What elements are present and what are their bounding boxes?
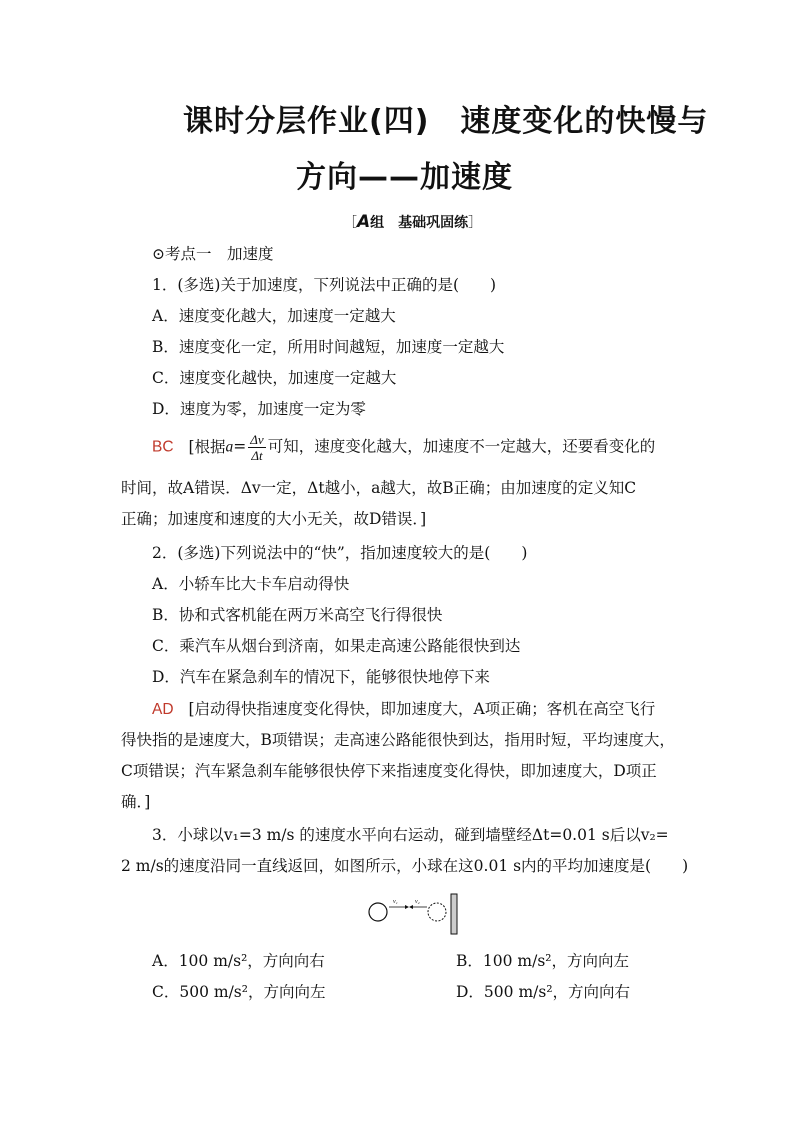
- q2-explanation-line2: 得快指的是速度大，B项错误；走高速公路能很快到达，指用时短，平均速度大，: [121, 731, 675, 749]
- q2-option-c: C．乘汽车从烟台到济南，如果走高速公路能很快到达: [152, 637, 521, 655]
- q3-stem-line2: 2 m/s的速度沿同一直线返回，如图所示，小球在这0.01 s内的平均加速度是( ): [121, 857, 689, 875]
- ball-dashed: [428, 903, 446, 921]
- q2-stem: 2．(多选)下列说法中的“快”，指加速度较大的是( ): [152, 544, 528, 562]
- q1-explanation-line2: 时间，故A错误．Δv一定，Δt越小，a越大，故B正确；由加速度的定义知C: [121, 479, 637, 497]
- q1-answer: BC: [152, 438, 174, 456]
- q1-exp-a: a: [225, 438, 234, 456]
- q1-option-a: A．速度变化越大，加速度一定越大: [152, 307, 396, 325]
- q2-answer: AD: [152, 701, 174, 718]
- q1-frac-den: Δt: [251, 448, 263, 463]
- section-header: [343, 212, 482, 232]
- q2-option-b: B．协和式客机能在两万米高空飞行得很快: [152, 606, 443, 624]
- q2-explanation-line3: C项错误；汽车紧急刹车能够很快停下来指速度变化得快，即加速度大，D项正: [121, 762, 657, 780]
- page-title-line2: 方向——加速度: [296, 160, 513, 195]
- q3-option-b: B．100 m/s²，方向向左: [456, 952, 629, 970]
- topic-heading: ⊙考点一 加速度: [152, 245, 274, 263]
- q1-exp-eq: =: [233, 437, 247, 456]
- q2-option-a: A．小轿车比大卡车启动得快: [152, 575, 350, 593]
- q2-explanation-line4: 确．]: [121, 793, 151, 811]
- v2-arrowhead: [409, 905, 413, 909]
- section-label: 组 基础巩固练: [370, 215, 469, 231]
- q3-option-d: D．500 m/s²，方向向右: [456, 983, 631, 1001]
- q1-stem: 1．(多选)关于加速度，下列说法中正确的是( ): [152, 276, 497, 294]
- section-bracket-close: ］: [468, 215, 483, 231]
- q3-option-c: C．500 m/s²，方向向左: [152, 983, 326, 1001]
- section-bracket-open: ［: [343, 215, 357, 231]
- q1-exp-pre: [根据: [188, 437, 226, 456]
- page-title-line1: 课时分层作业(四) 速度变化的快慢与: [183, 104, 709, 139]
- q1-frac-num: Δv: [250, 432, 264, 447]
- q1-explanation-line1: [152, 432, 655, 463]
- q3-option-a: A．100 m/s²，方向向右: [152, 952, 325, 970]
- q2-option-d: D．汽车在紧急刹车的情况下，能够很快地停下来: [152, 668, 490, 686]
- v2-label: v₂: [415, 899, 420, 905]
- q1-option-b: B．速度变化一定，所用时间越短，加速度一定越大: [152, 338, 505, 356]
- q1-option-d: D．速度为零，加速度一定为零: [152, 400, 366, 418]
- v1-label: v₁: [393, 899, 398, 905]
- ball-solid: [369, 903, 387, 921]
- q2-explanation-line1: [152, 698, 655, 721]
- section-badge: A: [357, 212, 371, 232]
- q1-fraction: [248, 432, 265, 463]
- q1-option-c: C．速度变化越快，加速度一定越大: [152, 369, 397, 387]
- q1-exp-post: 可知，速度变化越大，加速度不一定越大，还要看变化的: [267, 437, 656, 456]
- wall: [451, 894, 457, 934]
- v1-arrowhead: [405, 905, 409, 909]
- q1-explanation-line3: 正确；加速度和速度的大小无关，故D错误．]: [121, 510, 427, 528]
- q3-figure: [365, 893, 465, 937]
- q3-stem-line1: 3．小球以v₁=3 m/s 的速度水平向右运动，碰到墙壁经Δt=0.01 s后以v₂=: [152, 826, 669, 844]
- q2-exp1: [启动得快指速度变化得快，即加速度大，A项正确；客机在高空飞行: [188, 700, 656, 718]
